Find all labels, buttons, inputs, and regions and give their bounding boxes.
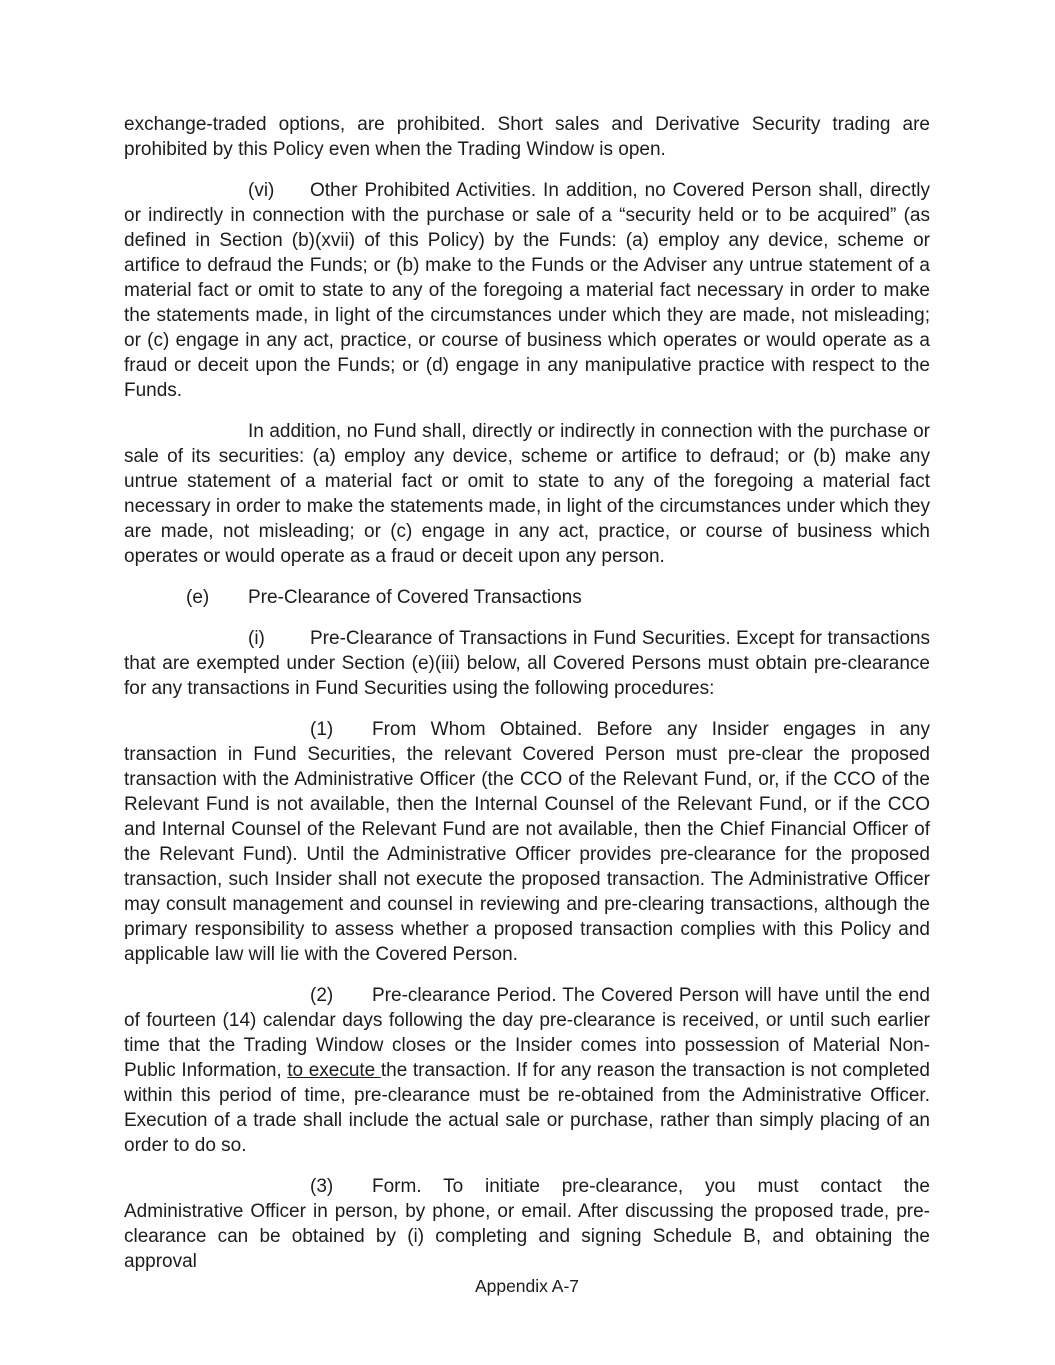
paragraph-text: From Whom Obtained. Before any Insider engages in any transaction in Fund Securities, the relevant Covered Person must pre-clear the proposed transaction with the Administrative Officer (the CCO of the Relevant Fund, or, if the CCO of the Relevant Fund is not available, then the Internal Counsel of the Relevant Fund, or if the CCO and Internal Counsel of the Relevant Fund are not available, then the Chief Financial Officer of the Relevant Fund). Until the Administrative Officer provides pre-clearance for the proposed transaction, such Insider shall not execute the proposed transaction. The Administrative Officer may consult management and counsel in reviewing and pre-clearing transactions, although the primary responsibility to assess whether a proposed transaction complies with this Policy and applicable law will lie with the Covered Person. [124,719,930,965]
list-label-2: (2) [310,985,334,1006]
paragraph-vi [124,178,930,403]
paragraph-1-from-whom-obtained [124,717,930,967]
list-label-vi: (vi) [248,180,275,201]
paragraph-text: exchange-traded options, are prohibited. Short sales and Derivative Security trading are prohibited by this Policy even when the Trading Window is open. [124,114,930,160]
paragraph-i [124,626,930,701]
list-label-3: (3) [310,1176,334,1197]
list-label-e: (e) [186,587,210,608]
paragraph-3-form [124,1174,930,1274]
section-heading-e [124,585,930,610]
list-label-i: (i) [248,628,265,649]
underlined-phrase: to execute [287,1060,381,1081]
paragraph-text: Other Prohibited Activities. In addition, no Covered Person shall, directly or indirectly in connection with the purchase or sale of a “security held or to be acquired” (as defined in Section (b)(xvii) of this Policy) by the Funds: (a) employ any device, scheme or artifice to defraud the Funds; or (b) make to the Funds or the Adviser any untrue statement of a material fact or omit to state to any of the foregoing a material fact necessary in order to make the statements made, in light of the circumstances under which they are made, not misleading; or (c) engage in any act, practice, or course of business which operates or would operate as a fraud or deceit upon the Funds; or (d) engage in any manipulative practice with respect to the Funds. [124,180,930,401]
paragraph-fund-prohibitions [124,419,930,569]
paragraph-text: In addition, no Fund shall, directly or indirectly in connection with the purchase or sale of its securities: (a) employ any device, scheme or artifice to defraud; or (b) make any untrue statement of a material fact or omit to state to any of the foregoing a material fact necessary in order to make the statements made, in light of the circumstances under which they are made, not misleading; or (c) engage in any act, practice, or course of business which operates or would operate as a fraud or deceit upon any person. [124,421,930,567]
paragraph-2-preclearance-period [124,983,930,1158]
paragraph-text: Pre-clearance Period. The Covered Person will have until the end of fourteen (14) calendar days following the day pre-clearance is received, or until such earlier time that the Trading Window closes or the Insider comes into possession of Material Non-Public Information, [124,985,930,1081]
paragraph-text: the transaction. If for any reason the transaction is not completed within this period of time, pre-clearance must be re-obtained from the Administrative Officer. Execution of a trade shall include the actual sale or purchase, rather than simply placing of an order to do so. [124,1060,930,1156]
section-heading-text: Pre-Clearance of Covered Transactions [248,587,582,608]
list-label-1: (1) [310,719,334,740]
paragraph-text: Form. To initiate pre-clearance, you must contact the Administrative Officer in person, by phone, or email. After discussing the proposed trade, pre-clearance can be obtained by (i) completing and signing Schedule B, and obtaining the approval [124,1176,930,1272]
page-footer: Appendix A-7 [474,1276,580,1296]
paragraph-text: Pre-Clearance of Transactions in Fund Securities. Except for transactions that are exempted under Section (e)(iii) below, all Covered Persons must obtain pre-clearance for any transactions in Fund Securities using the following procedures: [124,628,930,699]
body-text [124,112,930,1298]
paragraph-continuation [124,112,930,162]
